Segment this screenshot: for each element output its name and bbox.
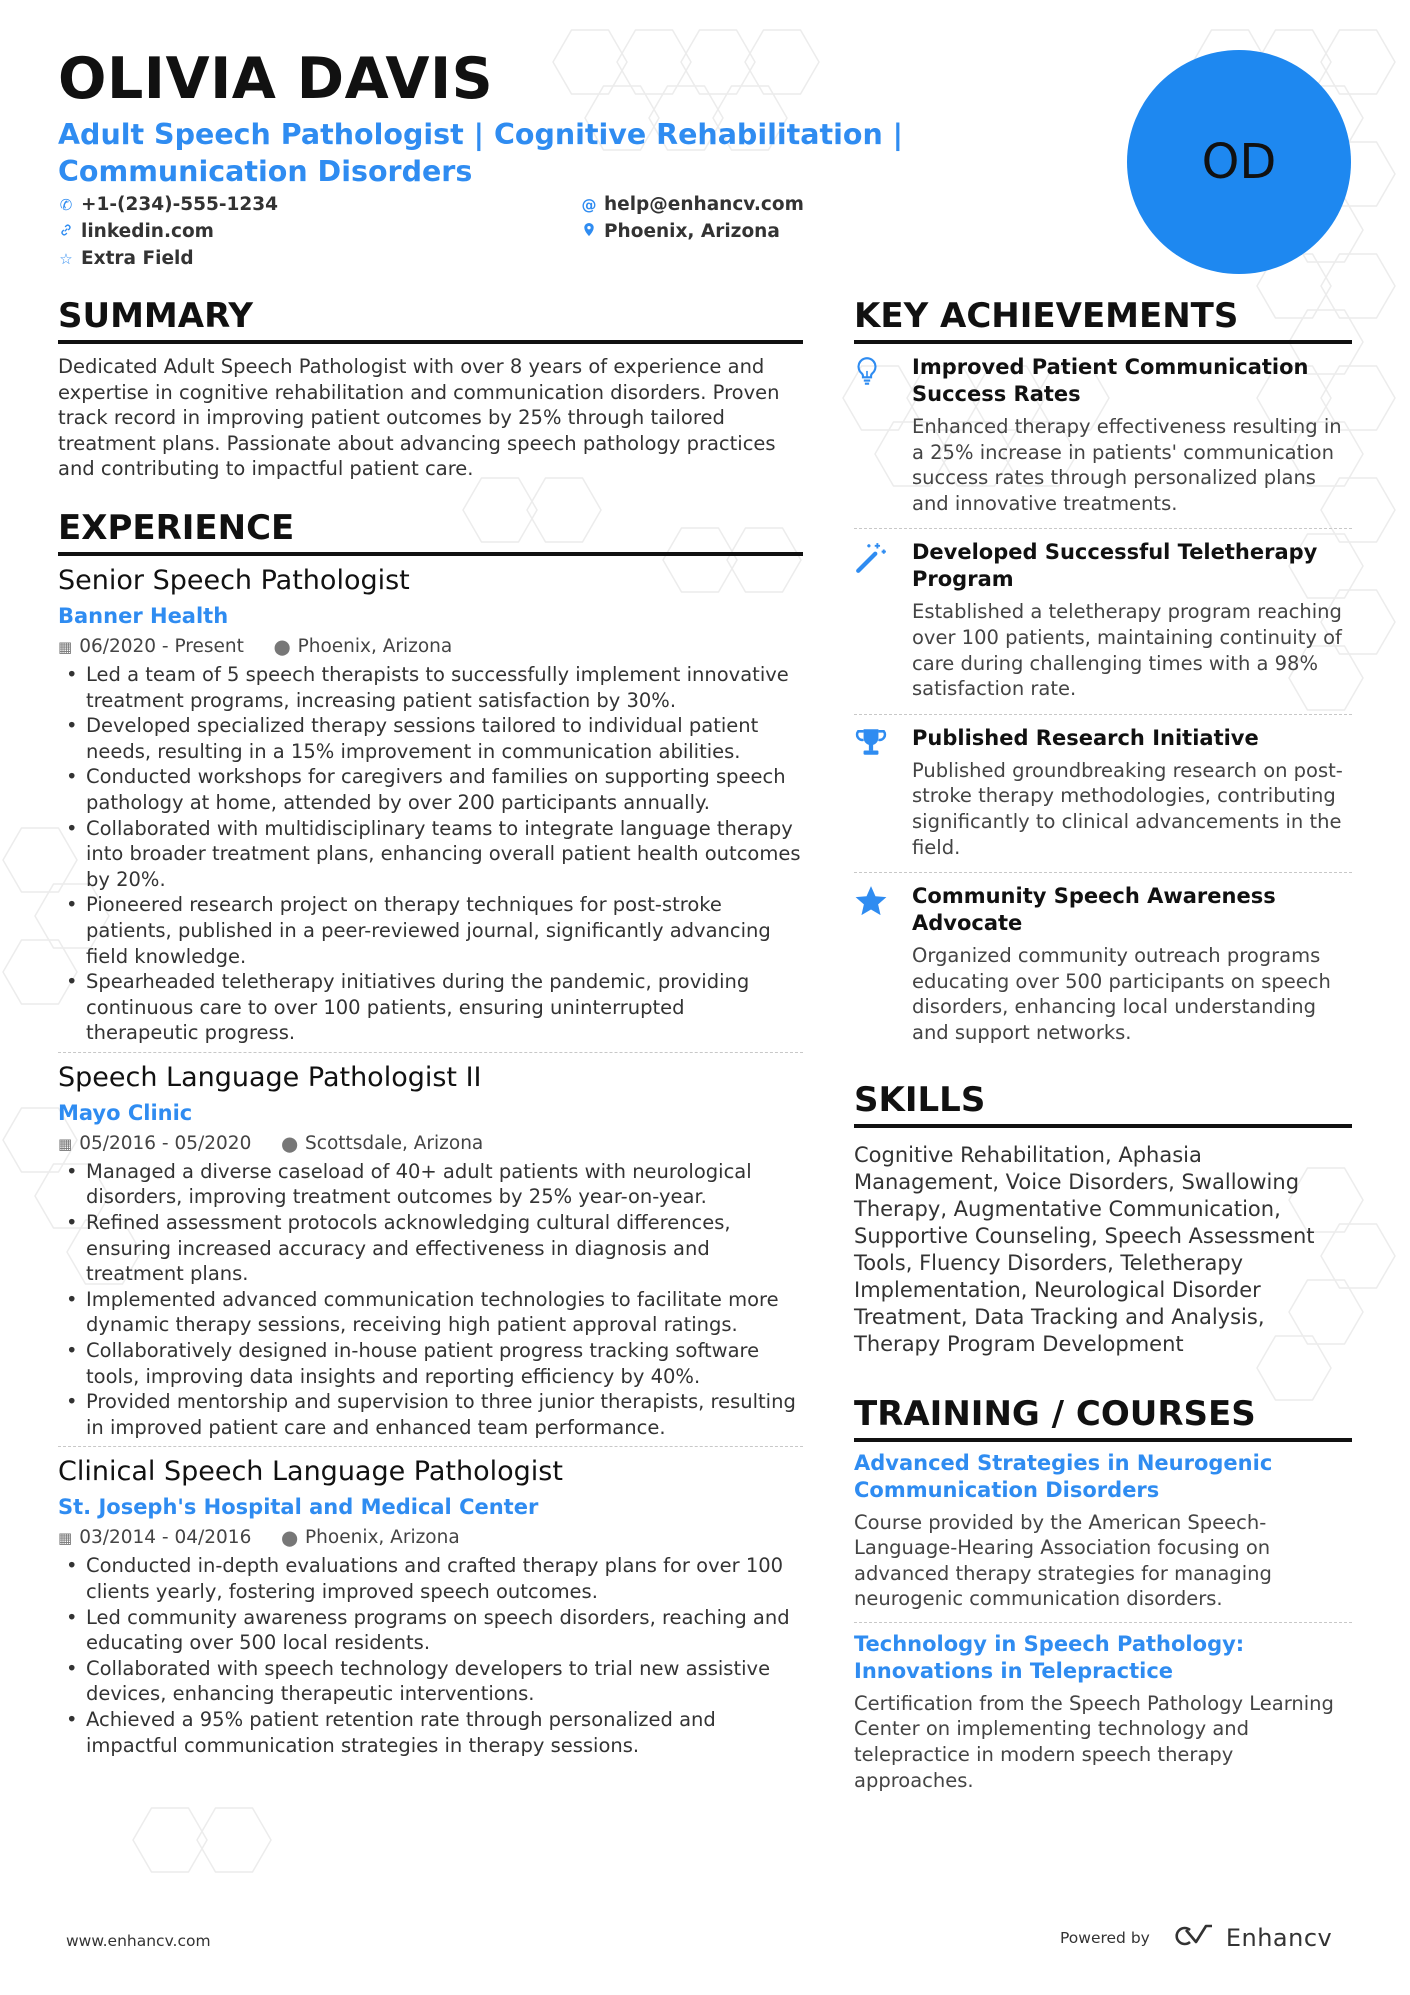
job-entry [58,1052,803,1447]
location-pin-icon [581,219,597,245]
bullet-item: • Provided mentorship and supervision to three junior therapists, resulting in improved patient care and enhanced team performance. [58,1389,803,1440]
job-title: Senior Speech Pathologist [58,564,410,596]
contact-location [581,219,780,245]
phone-text: +1-(234)-555-1234 [81,194,279,215]
bullet-item: • Refined assessment protocols acknowledging cultural differences, ensuring increased accuracy and effectiveness in diagnosis and treatment plans. [58,1210,803,1287]
company-name: St. Joseph's Hospital and Medical Center [58,1495,539,1520]
achievement-description: Enhanced therapy effectiveness resulting in a 25% increase in patients' communication success rates through personalized plans and innovative treatments. [912,415,1342,515]
contact-extra [58,246,194,272]
job-dates: 06/2020 - Present [79,635,244,657]
achievement-title: Improved Patient Communication Success Rates [912,355,1309,406]
achievements-section [854,296,1352,1058]
right-column [854,296,1352,1803]
achievement-description: Established a teletherapy program reaching over 100 patients, maintaining continuity of care during challenging times with a 98% satisfaction rate. [912,600,1342,701]
magic-wand-icon [854,539,912,701]
job-location: Scottsdale, Arizona [305,1132,484,1154]
training-title: Technology in Speech Pathology: Innovations in Telepractice [854,1631,1245,1683]
job-location: Phoenix, Arizona [297,635,453,657]
summary-text: Dedicated Adult Speech Pathologist with over 8 years of experience and expertise in cognitive rehabilitation and communication disorders. Proven track record in improving patient outcomes by 25% through tailored treatment plans. Passionate about advancing speech pathology practices and contributing to impactful patient care. [58,355,780,481]
skills-heading: SKILLS [854,1080,1352,1128]
brand-name: Enhancv [1225,1924,1333,1952]
job-entry [58,1446,803,1764]
training-description: Certification from the Speech Pathology Learning Center on implementing technology and telepractice in modern speech therapy approaches. [854,1691,1334,1792]
job-meta [58,1131,803,1157]
job-dates: 05/2016 - 05/2020 [79,1132,252,1154]
bullet-item: • Implemented advanced communication technologies to facilitate more dynamic therapy sessions, receiving high patient approval ratings. [58,1287,803,1338]
bullet-item: • Spearheaded teletherapy initiatives during the pandemic, providing continuous care to over 100 patients, ensuring uninterrupted therapeutic progress. [58,969,803,1046]
bullet-item: • Collaborated with speech technology developers to trial new assistive devices, enhancing therapeutic interventions. [58,1656,803,1707]
avatar-initials: OD [1201,134,1277,190]
contact-email[interactable] [581,192,804,218]
achievement-title: Published Research Initiative [912,725,1259,750]
training-item [854,1622,1352,1803]
training-section [854,1394,1352,1804]
candidate-name: OLIVIA DAVIS [58,46,494,112]
calendar-icon: ▦ [58,1529,73,1548]
job-bullets [58,1553,803,1758]
left-column [58,296,803,1764]
achievement-description: Published groundbreaking research on post-stroke therapy methodologies, contributing significantly to clinical advancements in the field. [912,758,1343,859]
company-name: Mayo Clinic [58,1100,193,1125]
contact-linkedin[interactable] [58,219,214,245]
star-outline-icon: ☆ [59,250,73,268]
job-bullets [58,1159,803,1441]
bullet-item: • Collaborated with multidisciplinary teams to integrate language therapy into broader treatment plans, enhancing overall patient health outcomes by 20%. [58,816,803,893]
email-text: help@enhancv.com [604,194,804,215]
achievement-item [854,528,1352,713]
achievement-title: Community Speech Awareness Advocate [912,884,1276,936]
job-title: Clinical Speech Language Pathologist [58,1456,563,1488]
footer-website[interactable]: www.enhancv.com [66,1932,211,1950]
location-pin-icon: ⬤ [281,1134,299,1153]
bullet-item: • Conducted workshops for caregivers and families on supporting speech pathology at home, attended by over 200 participants annually. [58,764,803,815]
at-sign-icon: @ [581,196,597,214]
job-bullets [58,662,803,1046]
bullet-item: • Managed a diverse caseload of 40+ adult patients with neurological disorders, improving treatment outcomes by 25% year-on-year. [58,1159,803,1210]
calendar-icon: ▦ [58,637,73,656]
experience-heading: EXPERIENCE [58,508,803,556]
bullet-item: • Pioneered research project on therapy techniques for post-stroke patients, published in a peer-reviewed journal, significantly advancing field knowledge. [58,892,803,969]
location-pin-icon: ⬤ [273,637,291,656]
training-title: Advanced Strategies in Neurogenic Communication Disorders [854,1450,1273,1502]
bullet-item: • Collaboratively designed in-house patient progress tracking software tools, improving data insights and reporting efficiency by 40%. [58,1338,803,1389]
skills-text: Cognitive Rehabilitation, Aphasia Management, Voice Disorders, Swallowing Therapy, Augmentative Communication, Supportive Counseling, Speech Assessment Tools, Fluency Disorders, Teletherapy Implementation, Neurological Disorder Treatment, Data Tracking and Analysis, Therapy Program Development [854,1142,1315,1356]
trophy-icon [854,725,912,860]
job-location: Phoenix, Arizona [305,1527,460,1549]
achievement-item [854,714,1352,872]
location-text: Phoenix, Arizona [604,221,780,242]
bullet-item: • Led a team of 5 speech therapists to successfully implement innovative treatment programs, increasing patient satisfaction by 30%. [58,662,803,713]
powered-by-label: Powered by [1060,1929,1150,1947]
job-meta [58,634,803,660]
contact-phone[interactable] [58,192,278,218]
summary-section [58,296,803,482]
star-icon [854,883,912,1045]
bullet-item: • Developed specialized therapy sessions tailored to individual patient needs, resulting in a 15% improvement in communication abilities. [58,713,803,764]
bullet-item: • Achieved a 95% patient retention rate through personalized and impactful communication strategies in therapy sessions. [58,1707,803,1758]
training-heading: TRAINING / COURSES [854,1394,1352,1442]
company-name: Banner Health [58,603,229,628]
location-pin-icon: ⬤ [281,1529,299,1548]
lightbulb-icon [854,354,912,516]
achievements-heading: KEY ACHIEVEMENTS [854,296,1352,344]
training-description: Course provided by the American Speech-Language-Hearing Association focusing on advanced therapy strategies for managing neurogenic communication disorders. [854,1510,1272,1611]
job-title: Speech Language Pathologist II [58,1061,482,1093]
extra-field-text: Extra Field [81,248,194,269]
avatar [1127,50,1351,274]
achievement-item [854,872,1352,1057]
job-entry [58,564,803,1052]
candidate-headline: Adult Speech Pathologist | Cognitive Rehabilitation | Communication Disorders [58,118,904,188]
footer-branding[interactable] [1060,1924,1332,1952]
calendar-icon: ▦ [58,1134,73,1153]
job-meta [58,1525,803,1551]
achievement-title: Developed Successful Teletherapy Program [912,540,1318,592]
link-icon [58,219,74,245]
linkedin-text: linkedin.com [81,221,214,242]
skills-section [854,1080,1352,1358]
job-dates: 03/2014 - 04/2016 [79,1527,252,1549]
bullet-item: • Conducted in-depth evaluations and crafted therapy plans for over 100 clients yearly, fostering improved speech outcomes. [58,1553,803,1604]
phone-icon: ✆ [59,196,73,214]
training-item [854,1442,1352,1622]
enhancv-logo-icon [1172,1924,1218,1952]
summary-heading: SUMMARY [58,296,803,344]
experience-section [58,508,803,1764]
achievement-item [854,344,1352,528]
bullet-item: • Led community awareness programs on speech disorders, reaching and educating over 500 local residents. [58,1605,803,1656]
achievement-description: Organized community outreach programs educating over 500 participants on speech disorders, enhancing local understanding and support networks. [912,944,1331,1044]
